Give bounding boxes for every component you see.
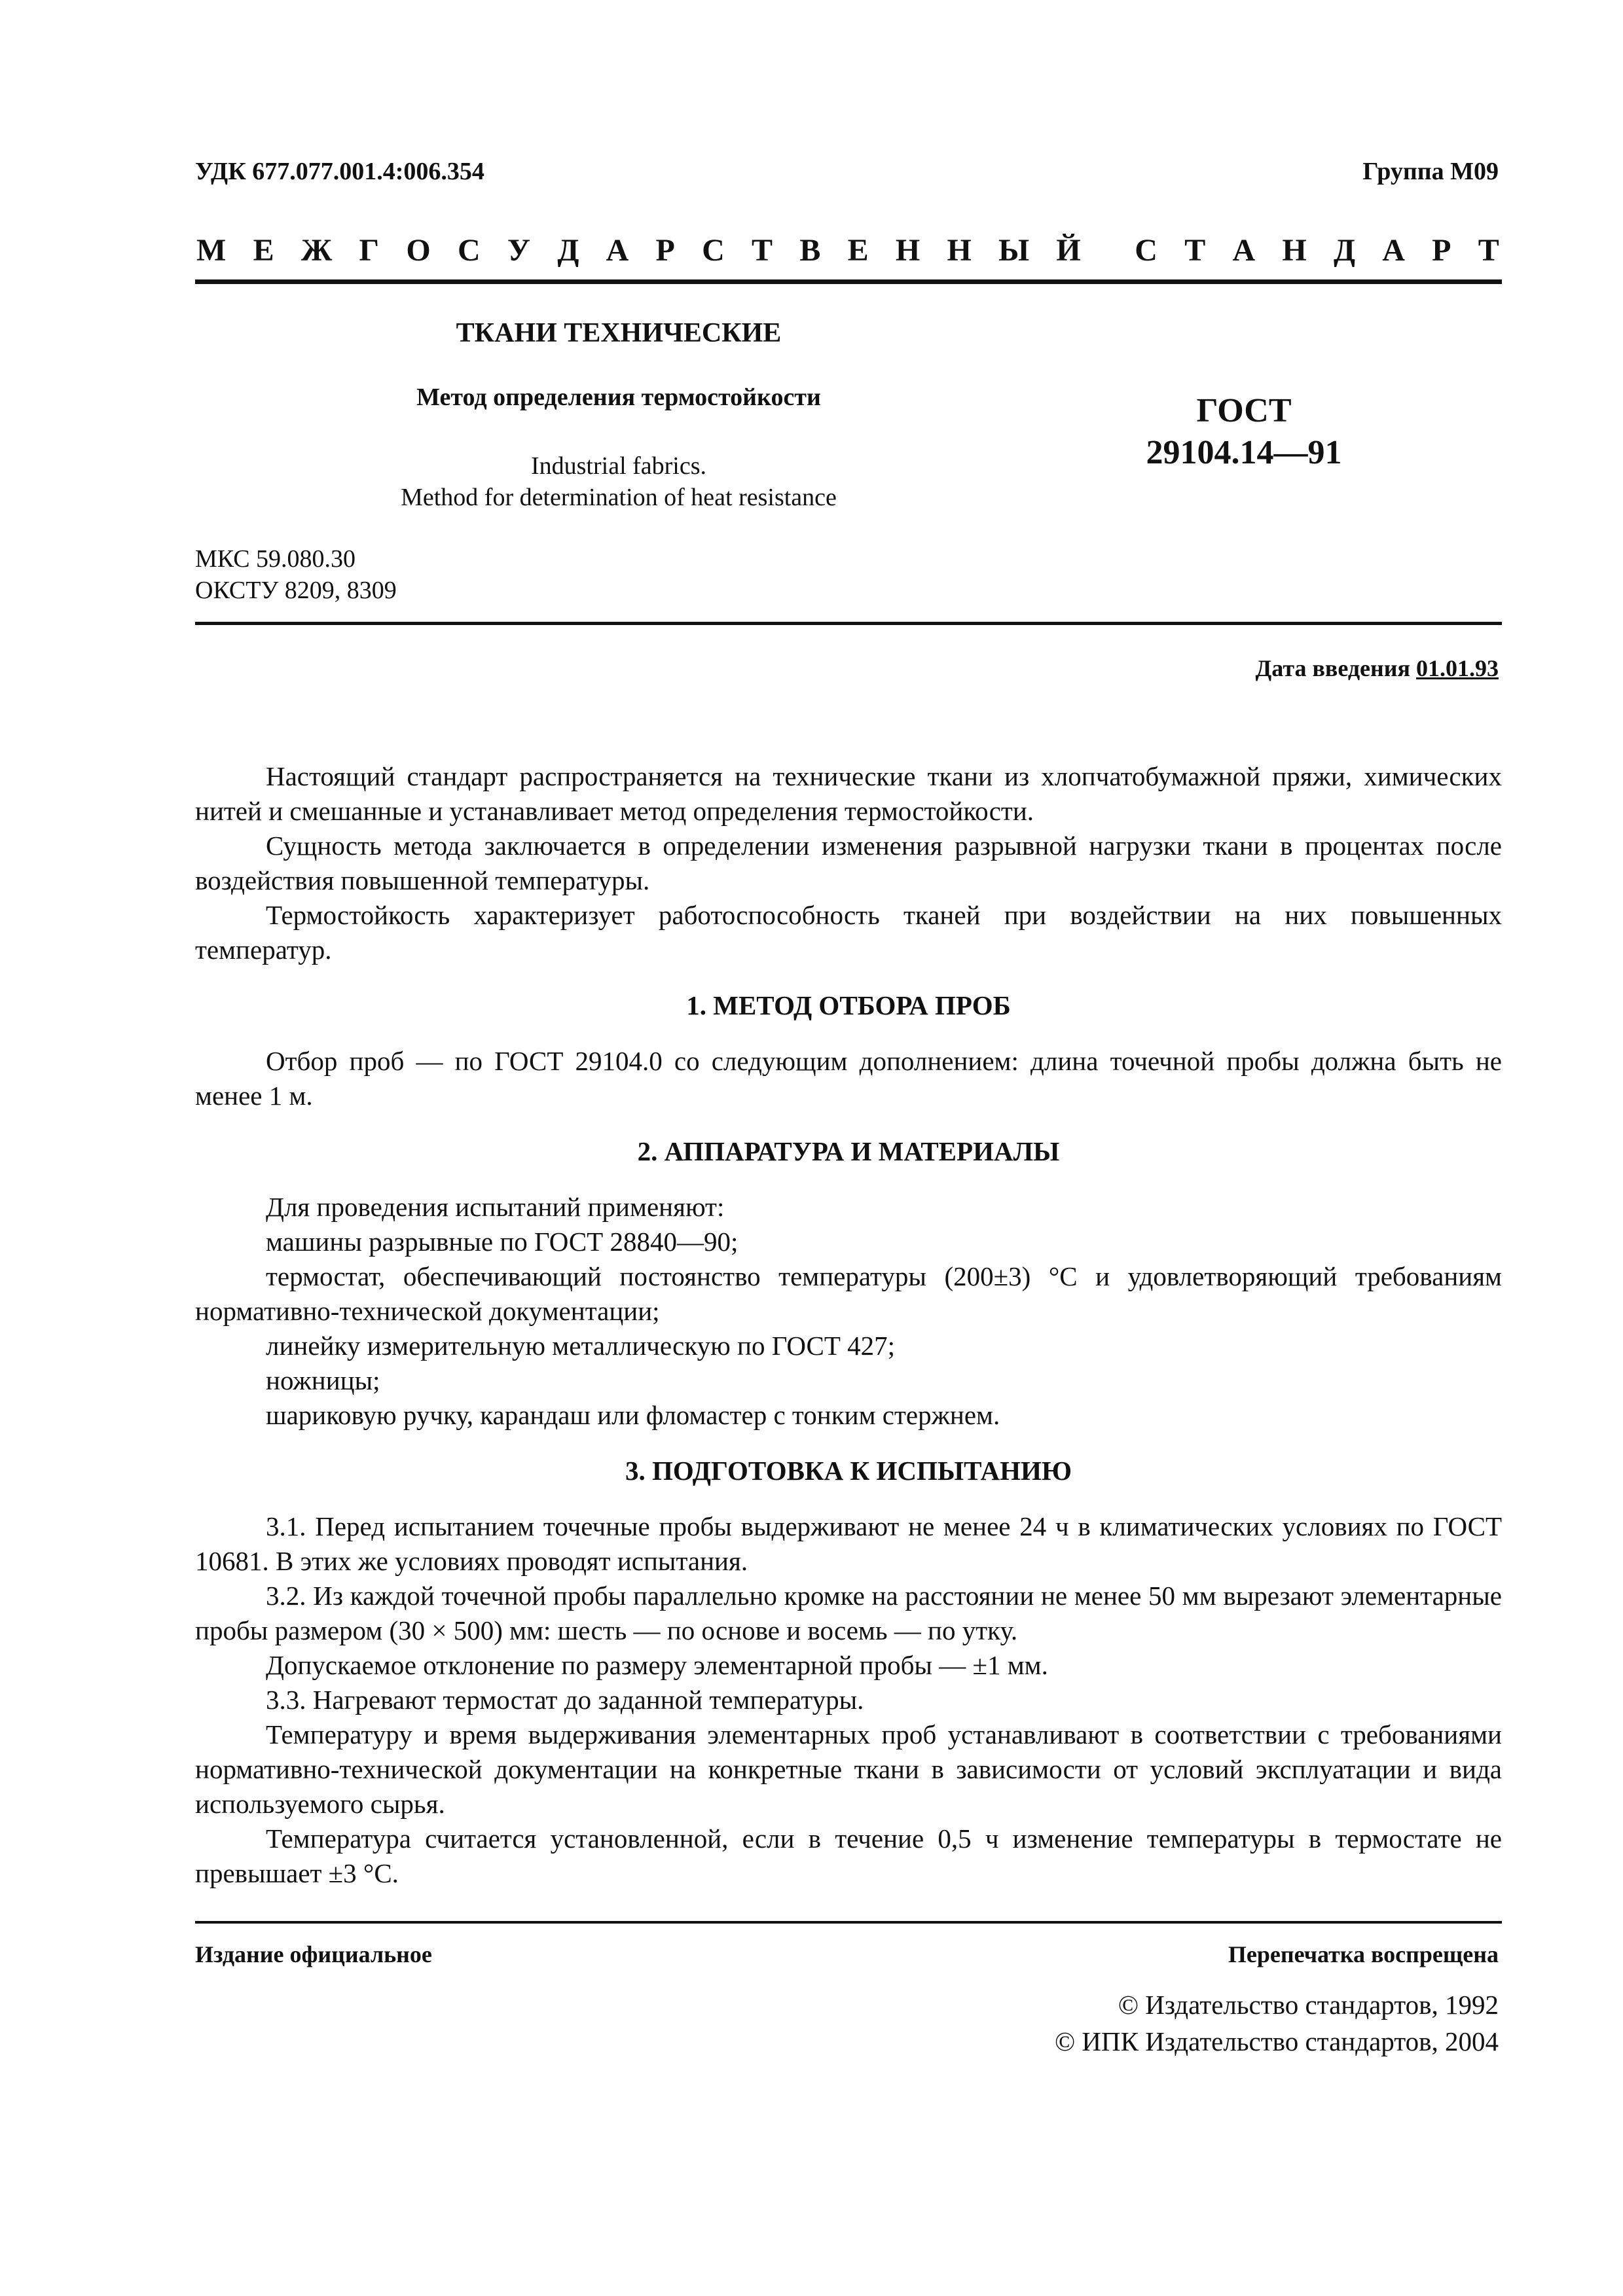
copyright-1992: © Издательство стандартов, 1992 — [1118, 1990, 1499, 2020]
heading-letter: Н — [1282, 233, 1307, 268]
gost-code: 29104.14—91 — [1146, 434, 1342, 471]
introduction-date-value: 01.01.93 — [1416, 655, 1499, 681]
heading-letter: Д — [557, 233, 579, 268]
official-edition-label: Издание официальное — [195, 1941, 432, 1967]
document-body — [195, 759, 1502, 1891]
group-code: Группа М09 — [1362, 158, 1499, 185]
section-1-heading: 1. МЕТОД ОТБОРА ПРОБ — [686, 990, 1011, 1020]
heading-letter: О — [406, 233, 431, 268]
introduction-date-label: Дата введения — [1255, 655, 1416, 681]
heading-letter: С — [1135, 233, 1158, 268]
heading-letter: Ж — [301, 233, 333, 268]
heading-letter: М — [196, 233, 227, 268]
document-title: ТКАНИ ТЕХНИЧЕСКИЕ — [456, 318, 782, 348]
equipment-item: ножницы; — [266, 1365, 380, 1395]
copyright-block — [1055, 1986, 1499, 2060]
section-3-paragraph: 3.2. Из каждой точечной пробы параллельно кромке на расстоянии не менее 50 мм вырезают элементарные пробы размером (30 × 500) мм: шесть — по основе и восемь — по утку. — [195, 1581, 1502, 1645]
heading-letter: Р — [1432, 233, 1451, 268]
classifier-codes — [195, 543, 397, 606]
mks-code: МКС 59.080.30 — [195, 545, 356, 573]
gost-label: ГОСТ — [1196, 392, 1292, 429]
english-title-line1: Industrial fabrics. — [530, 452, 707, 480]
heading-letter: А — [1232, 233, 1256, 268]
heading-letter: Н — [895, 233, 921, 268]
section-3-paragraph: 3.3. Нагревают термостат до заданной температуры. — [266, 1685, 864, 1715]
heading-letter: Е — [847, 233, 869, 268]
section-1-text: Отбор проб — по ГОСТ 29104.0 со следующим дополнением: длина точечной пробы должна быть не менее 1 м. — [195, 1046, 1502, 1111]
heading-letter: А — [606, 233, 629, 268]
section-2-lead: Для проведения испытаний применяют: — [266, 1192, 725, 1222]
heading-letter: С — [702, 233, 725, 268]
section-2-heading: 2. АППАРАТУРА И МАТЕРИАЛЫ — [637, 1136, 1060, 1166]
equipment-item: машины разрывные по ГОСТ 28840—90; — [266, 1227, 739, 1257]
introduction-date — [1256, 655, 1499, 682]
intro-paragraph: Термостойкость характеризует работоспособность тканей при воздействии на них повышенных температур. — [195, 900, 1502, 965]
section-3-paragraph: Допускаемое отклонение по размеру элементарной пробы — ±1 мм. — [266, 1650, 1048, 1680]
english-title-line2: Method for determination of heat resistance — [401, 484, 837, 511]
footer-rule — [195, 1921, 1502, 1924]
section-3-paragraph: Температуру и время выдерживания элементарных проб устанавливают в соответствии с требованиями нормативно-технической документации на конкретные ткани в зависимости от условий эксплуатации и вида используемого сырья. — [195, 1719, 1502, 1819]
reprint-prohibited-label: Перепечатка воспрещена — [1228, 1941, 1499, 1967]
section-3-paragraph: Температура считается установленной, если в течение 0,5 ч изменение температуры в термостате не превышает ±3 °С. — [195, 1823, 1502, 1888]
heading-letter: Ы — [998, 233, 1030, 268]
heading-letter: Д — [1333, 233, 1355, 268]
heading-letter: А — [1382, 233, 1405, 268]
udk-code: УДК 677.077.001.4:006.354 — [195, 158, 484, 185]
heading-letter: У — [507, 233, 531, 268]
heading-letter: Р — [655, 233, 675, 268]
heading-letter: Т — [752, 233, 773, 268]
okstu-code: ОКСТУ 8209, 8309 — [195, 577, 397, 604]
document-subtitle: Метод определения термостойкости — [416, 384, 821, 411]
section-3-paragraph: 3.1. Перед испытанием точечные пробы выдерживают не менее 24 ч в климатических условиях по ГОСТ 10681. В этих же условиях проводят испытания. — [195, 1511, 1502, 1576]
heading-letter: Т — [1478, 233, 1499, 268]
heading-letter: Н — [947, 233, 972, 268]
section-3-heading: 3. ПОДГОТОВКА К ИСПЫТАНИЮ — [625, 1456, 1072, 1486]
equipment-item: шариковую ручку, карандаш или фломастер с тонким стержнем. — [266, 1400, 1000, 1430]
heading-letter: С — [457, 233, 481, 268]
header-bottom-rule — [195, 622, 1502, 625]
top-rule — [195, 279, 1502, 284]
heading-letter: Г — [359, 233, 380, 268]
copyright-2004: © ИПК Издательство стандартов, 2004 — [1054, 2026, 1499, 2056]
intro-paragraph: Сущность метода заключается в определении изменения разрывной нагрузки ткани в процентах после воздействия повышенной температуры. — [195, 831, 1502, 895]
heading-letter: В — [799, 233, 821, 268]
standard-type-heading — [196, 232, 1499, 268]
equipment-item: линейку измерительную металлическую по ГОСТ 427; — [266, 1331, 896, 1361]
heading-letter: Т — [1184, 233, 1206, 268]
heading-letter: Е — [253, 233, 274, 268]
heading-letter: Й — [1056, 233, 1081, 268]
intro-paragraph: Настоящий стандарт распространяется на технические ткани из хлопчатобумажной пряжи, химических нитей и смешанные и устанавливает метод определения термостойкости. — [195, 761, 1502, 826]
gost-number — [1080, 390, 1408, 474]
equipment-item: термостат, обеспечивающий постоянство температуры (200±3) °С и удовлетворяющий требованиям нормативно-технической документации; — [195, 1261, 1502, 1326]
